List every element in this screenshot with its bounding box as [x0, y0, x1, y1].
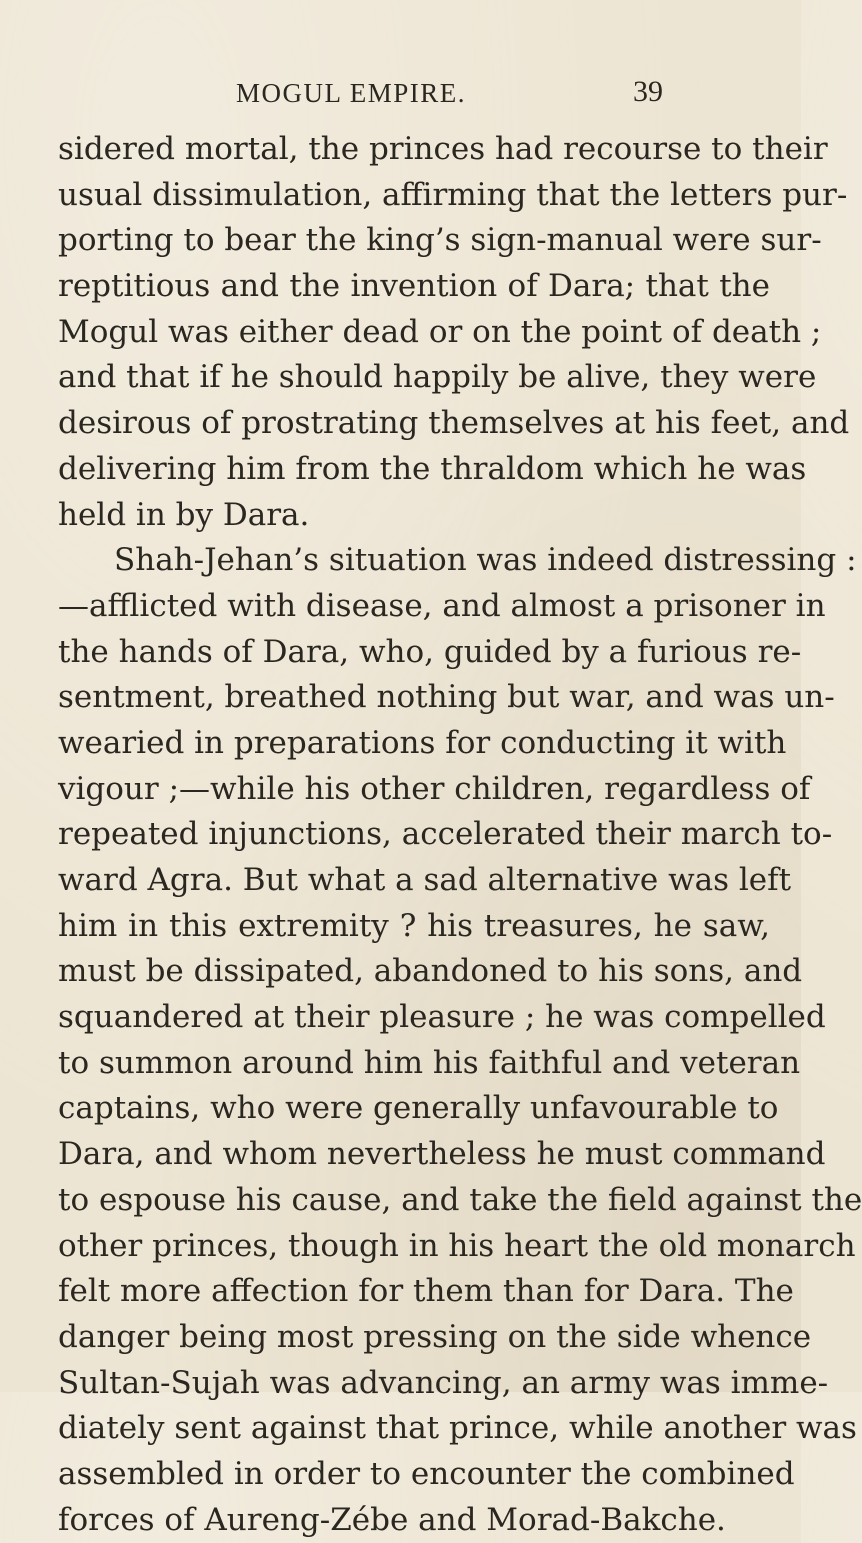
text-line: ward Agra. But what a sad alternative was left — [58, 862, 792, 898]
running-head: MOGUL EMPIRE. — [236, 78, 467, 108]
text-line: to espouse his cause, and take the field against the — [58, 1181, 862, 1218]
text-line: delivering him from the thraldom which he was — [58, 450, 807, 487]
text-line: felt more affection for them than for Dara. The — [58, 1273, 794, 1310]
text-line: and that if he should happily be alive, they were — [58, 359, 817, 396]
text-line: Mogul was either dead or on the point of death ; — [58, 313, 822, 350]
text-line: desirous of prostrating themselves at his feet, and — [58, 405, 850, 442]
text-line: repeated injunctions, accelerated their march to- — [58, 816, 833, 853]
body-text — [58, 127, 862, 1543]
text-line: Shah-Jehan’s situation was indeed distressing : — [114, 542, 857, 579]
text-line: Dara, and whom nevertheless he must command — [58, 1136, 826, 1173]
text-line: captains, who were generally unfavourable to — [58, 1090, 779, 1127]
text-line: forces of Aureng-Zébe and Morad-Bakche. — [58, 1501, 726, 1538]
text-line: reptitious and the invention of Dara; that the — [58, 268, 770, 305]
text-line: the hands of Dara, who, guided by a furious re- — [58, 633, 802, 670]
text-line: porting to bear the king’s sign-manual were sur- — [58, 222, 822, 259]
text-line: squandered at their pleasure ; he was compelled — [58, 999, 826, 1036]
text-line: wearied in preparations for conducting it with — [58, 724, 787, 761]
page-header — [0, 75, 801, 118]
text-line: sidered mortal, the princes had recourse to their — [58, 131, 828, 167]
text-line: assembled in order to encounter the combined — [58, 1455, 795, 1492]
text-line: him in this extremity ? his treasures, he saw, — [58, 907, 770, 944]
text-line: to summon around him his faithful and veteran — [58, 1044, 801, 1081]
text-line: held in by Dara. — [58, 496, 310, 533]
text-line: must be dissipated, abandoned to his sons, and — [58, 953, 803, 990]
text-line: Sultan-Sujah was advancing, an army was imme- — [58, 1364, 829, 1401]
page-number: 39 — [633, 75, 663, 108]
text-line: other princes, though in his heart the old monarch — [58, 1227, 856, 1264]
text-line: usual dissimulation, affirming that the letters pur- — [58, 176, 848, 213]
text-line: vigour ;—while his other children, regardless of — [58, 770, 811, 807]
text-line: diately sent against that prince, while another was — [58, 1410, 857, 1447]
text-line: —afflicted with disease, and almost a prisoner in — [58, 587, 826, 624]
text-line: sentment, breathed nothing but war, and was un- — [58, 679, 835, 716]
text-line: danger being most pressing on the side whence — [58, 1318, 812, 1355]
